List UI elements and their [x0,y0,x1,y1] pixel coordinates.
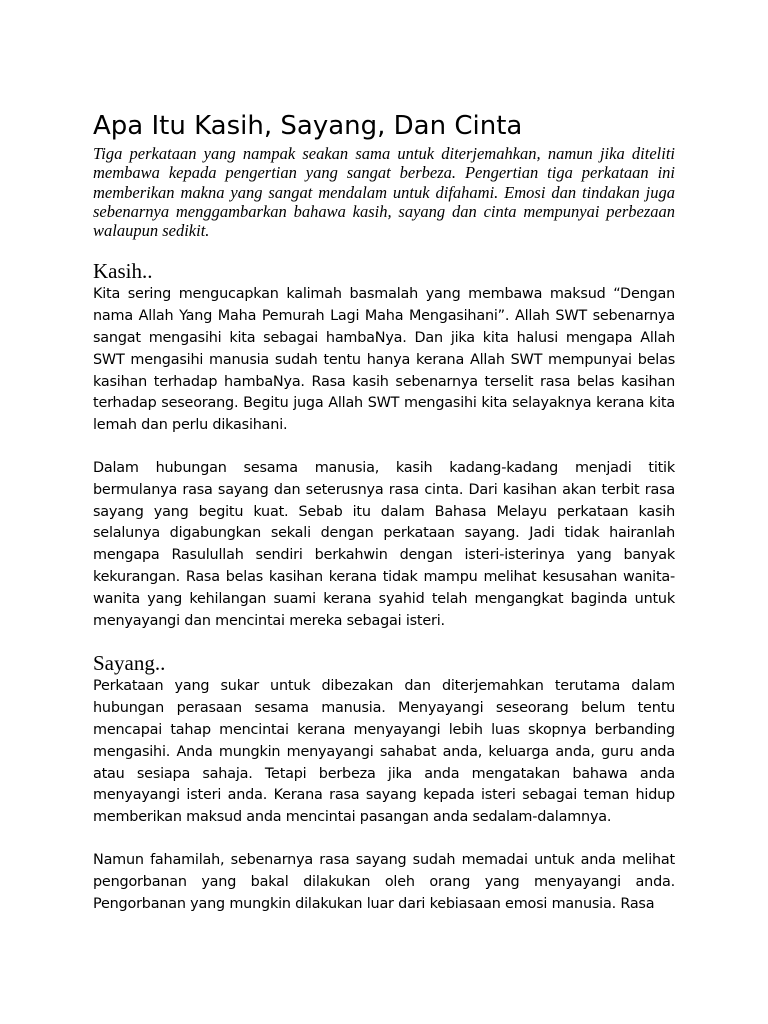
paragraph-kasih-1: Kita sering mengucapkan kalimah basmalah yang membawa maksud “Dengan nama Allah Yang Maha Pemurah Lagi Maha Mengasihani”. Allah SWT sebenarnya sangat mengasihi kita sebagai hambaNya. Dan jika kita halusi mengapa Allah SWT mengasihi manusia sudah tentu hanya kerana Allah SWT mempunyai belas kasihan terhadap hambaNya. Rasa kasih sebenarnya terselit rasa belas kasihan terhadap seseorang. Begitu juga Allah SWT mengasihi kita selayaknya kerana kita lemah dan perlu dikasihani. [93,286,675,434]
spacer [93,829,675,850]
intro-paragraph: Tiga perkataan yang nampak seakan sama untuk diterjemahkan, namun jika diteliti membawa kepada pengertian yang sangat berbeza. Pengertian tiga perkataan ini memberikan makna yang sangat mendalam untuk difahami. Emosi dan tindakan juga sebenarnya menggambarkan bahawa kasih, sayang dan cinta mempunyai perbezaan walaupun sedikit. [93,144,675,241]
section-heading-sayang: Sayang.. [93,651,166,676]
paragraph-sayang-1: Perkataan yang sukar untuk dibezakan dan diterjemahkan terutama dalam hubungan perasaan sesama manusia. Menyayangi seseorang belum tentu mencapai tahap mencintai kerana menyayangi lebih luas skopnya berbanding mengasihi. Anda mungkin menyayangi sahabat anda, keluarga anda, guru anda atau sesiapa sahaja. Tetapi berbeza jika anda mengatakan bahawa anda menyayangi isteri anda. Kerana rasa sayang kepada isteri sebagai teman hidup memberikan maksud anda mencintai pasangan anda sedalam-dalamnya. [93,678,675,826]
document-title: Apa Itu Kasih, Sayang, Dan Cinta [93,111,523,141]
paragraph-sayang-2: Namun fahamilah, sebenarnya rasa sayang sudah memadai untuk anda melihat pengorbanan yang bakal dilakukan oleh orang yang menyayangi anda. Pengorbanan yang mungkin dilakukan luar dari kebiasaan emosi manusia. Rasa [93,852,675,912]
section-heading-kasih: Kasih.. [93,259,153,284]
section-sayang [93,650,675,915]
spacer [93,240,675,258]
document-page [93,108,675,915]
spacer [93,437,675,458]
paragraph-kasih-2: Dalam hubungan sesama manusia, kasih kadang-kadang menjadi titik bermulanya rasa sayang dan seterusnya rasa cinta. Dari kasihan akan terbit rasa sayang yang begitu kuat. Sebab itu dalam Bahasa Melayu perkataan kasih selalunya digabungkan sekali dengan perkataan sayang. Jadi tidak hairanlah mengapa Rasulullah sendiri berkahwin dengan isteri-isterinya yang banyak kekurangan. Rasa belas kasihan kerana tidak mampu melihat kesusahan wanita-wanita yang kehilangan suami kerana syahid telah mengangkat baginda untuk menyayangi dan mencintai mereka sebagai isteri. [93,460,675,629]
spacer [93,632,675,650]
section-kasih [93,258,675,632]
